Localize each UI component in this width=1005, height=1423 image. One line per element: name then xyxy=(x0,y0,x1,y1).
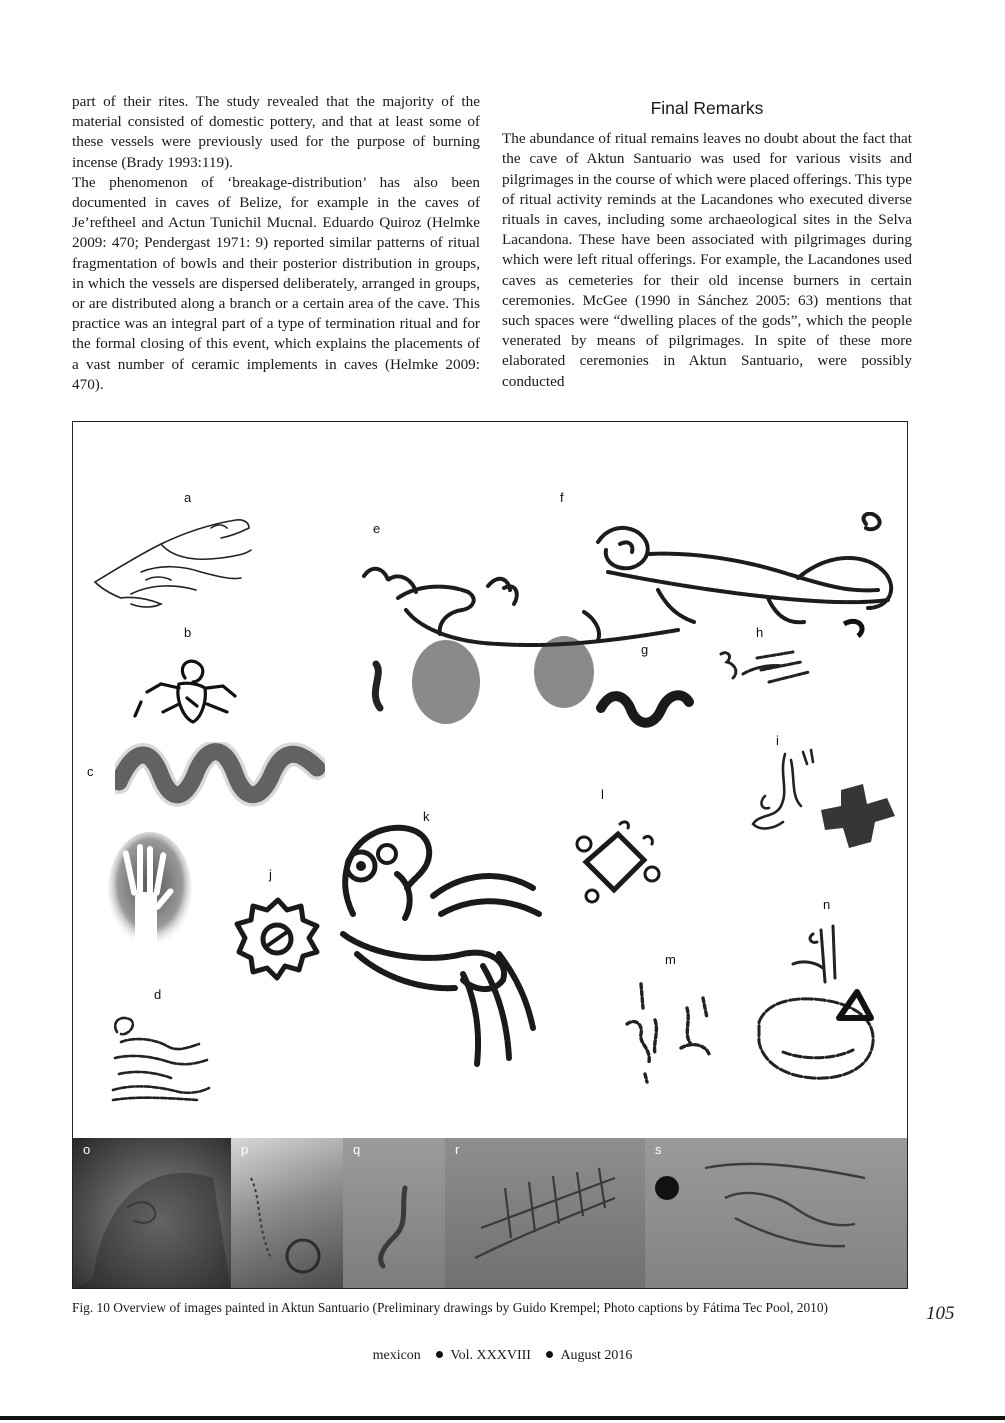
drawing-l-diamond xyxy=(568,818,668,908)
drawing-k-bird xyxy=(313,814,553,1082)
photo-s-rock-texture xyxy=(645,1138,908,1289)
left-text-column xyxy=(72,92,480,395)
drawing-handprint xyxy=(105,830,195,960)
drawing-n-vessel xyxy=(753,922,893,1102)
photo-q-rock-texture xyxy=(343,1138,445,1289)
paragraph: The phenomenon of ‘breakage-distribution’ has also been documented in caves of Belize, for example in the caves of Je’reftheel and Actun Tunichil Mucnal. Eduardo Quiroz (Helmke 2009: 470; Pendergast 1971: 9) reported similar patterns of ritual fragmentation of bowls and their posterior distribution in groups, in which the vessels are dispersed deliberately, arranged in groups, or are distributed along a branch or a certain area of the cave. This practice was an integral part of a type of termination ritual and for the formal closing of this event, which explains the placements of a vast number of ceramic implements in caves (Helmke 2009: 470). xyxy=(72,173,480,393)
drawing-g-wave xyxy=(595,674,695,736)
photo-label-p: p xyxy=(241,1142,249,1157)
figure-label-i: i xyxy=(776,733,779,748)
figure-caption: Fig. 10 Overview of images painted in Aktun Santuario (Preliminary drawings by Guido Krempel; Photo captions by Fátima Tec Pool, 2010) xyxy=(72,1300,829,1315)
page-number: 105 xyxy=(926,1303,955,1324)
bottom-rule xyxy=(0,1416,1005,1420)
footer-volume: Vol. XXXVIII xyxy=(450,1348,531,1363)
drawing-j-sun xyxy=(233,894,323,984)
photo-p xyxy=(231,1138,343,1289)
figure-label-n: n xyxy=(823,897,831,912)
page-footer xyxy=(0,1348,1005,1364)
photo-label-s: s xyxy=(655,1142,662,1157)
figure-label-m: m xyxy=(665,952,676,967)
photo-label-q: q xyxy=(353,1142,361,1157)
right-text-column xyxy=(502,92,912,392)
photo-label-r: r xyxy=(455,1142,460,1157)
drawing-c-zigzag xyxy=(115,742,325,810)
figure-label-e: e xyxy=(373,521,381,536)
photo-o xyxy=(73,1138,231,1289)
drawing-h xyxy=(713,632,823,692)
figure-label-h: h xyxy=(756,625,764,640)
figure-label-g: g xyxy=(641,642,649,657)
drawing-a-animal-head xyxy=(91,514,261,614)
figure-label-k: k xyxy=(423,809,430,824)
drawing-d xyxy=(107,1012,217,1107)
photo-strip xyxy=(73,1138,908,1289)
paragraph: The abundance of ritual remains leaves no doubt about the fact that the cave of Aktun Santuario was used for various visits and pilgrimages in the course of which were placed offerings. This type of ritual activity reminds at the Lacandones who executed diverse rituals in caves, including some archaeological sites in the Selva Lacandona. These have been associated with pilgrimages during which were left ritual offerings. For example, the Lacandones used caves as cemeteries for their old incense burners in certain ceremonies. McGee (1990 in Sánchez 2005: 63) mentions that such spaces were “dwelling places of the gods”, which the people venerated by means of pilgrimages. In spite of these more elaborated ceremonies in Aktun Santuario, were possibly conducted xyxy=(502,130,912,390)
section-heading: Final Remarks xyxy=(650,98,764,118)
drawing-m xyxy=(621,978,721,1088)
figure-label-c: c xyxy=(87,764,94,779)
figure-label-b: b xyxy=(184,625,192,640)
figure-10 xyxy=(72,421,908,1289)
photo-r-rock-texture xyxy=(445,1138,645,1289)
figure-label-d: d xyxy=(154,987,162,1002)
photo-label-o: o xyxy=(83,1142,91,1157)
figure-label-a: a xyxy=(184,490,192,505)
figure-label-l: l xyxy=(601,787,604,802)
photo-q xyxy=(343,1138,445,1289)
photo-o-rock-texture xyxy=(73,1138,231,1289)
figure-label-j: j xyxy=(269,867,272,882)
drawing-i xyxy=(745,744,905,856)
figure-label-f: f xyxy=(560,490,564,505)
bullet-separator xyxy=(546,1351,553,1358)
drawing-b-insect xyxy=(127,654,247,734)
bullet-separator xyxy=(436,1351,443,1358)
photo-p-rock-texture xyxy=(231,1138,343,1289)
footer-journal: mexicon xyxy=(372,1348,421,1363)
footer-date: August 2016 xyxy=(560,1348,633,1363)
photo-r xyxy=(445,1138,645,1289)
photo-s xyxy=(645,1138,908,1289)
paragraph: part of their rites. The study revealed that the majority of the material consisted of domestic pottery, and that at least some of these vessels were previously used for the purpose of burning incense (Brady 1993:119). xyxy=(72,93,480,171)
